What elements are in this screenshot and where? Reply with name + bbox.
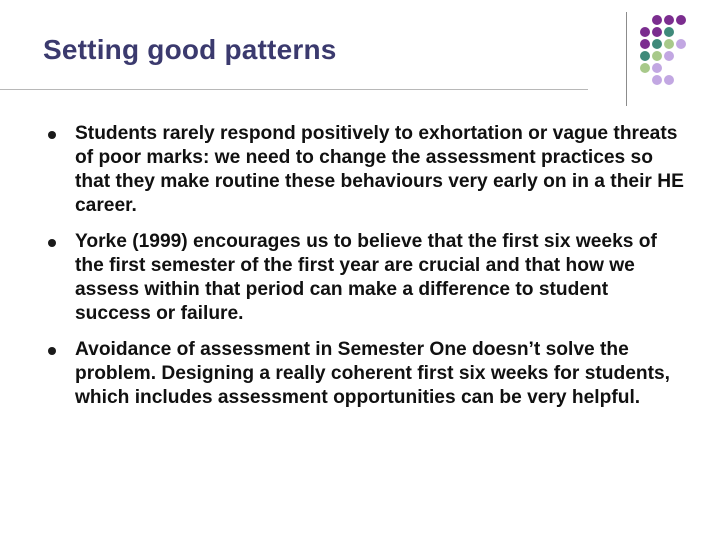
bullet-marker: [48, 131, 56, 139]
decorative-dot: [664, 15, 674, 25]
decorative-dot: [652, 27, 662, 37]
decorative-dot: [664, 51, 674, 61]
bullet-text: Students rarely respond positively to exhortation or vague threats of poor marks: we need to change the assessment practices so that they make routine these behaviours very early on in a their HE career.: [75, 123, 684, 216]
bullet-text: Avoidance of assessment in Semester One doesn’t solve the problem. Designing a really coherent first six weeks for students, which includes assessment opportunities can be very helpful.: [75, 339, 670, 408]
decorative-dot: [640, 51, 650, 61]
slide-title: Setting good patterns: [43, 34, 337, 65]
bullet-marker: [48, 239, 56, 247]
decorative-dot: [652, 63, 662, 73]
bullet-marker: [48, 347, 56, 355]
bullet-item: [48, 122, 688, 218]
decorative-dot: [652, 39, 662, 49]
bullet-text: Yorke (1999) encourages us to believe that the first six weeks of the first semester of the first year are crucial and that how we assess within that period can make a difference to student success or failure.: [75, 231, 657, 324]
decorative-dot-grid: [0, 0, 720, 120]
decorative-dot: [676, 15, 686, 25]
decorative-dot: [640, 63, 650, 73]
decorative-dot: [652, 15, 662, 25]
bullet-item: [48, 338, 688, 410]
decorative-dot: [664, 27, 674, 37]
decorative-dot: [652, 51, 662, 61]
decorative-dot: [652, 75, 662, 85]
bullet-item: [48, 230, 688, 326]
decorative-dot: [640, 27, 650, 37]
decorative-dot: [664, 75, 674, 85]
decorative-dot: [664, 39, 674, 49]
decorative-dot: [676, 39, 686, 49]
bullet-list: [48, 122, 688, 422]
decorative-dot: [640, 39, 650, 49]
